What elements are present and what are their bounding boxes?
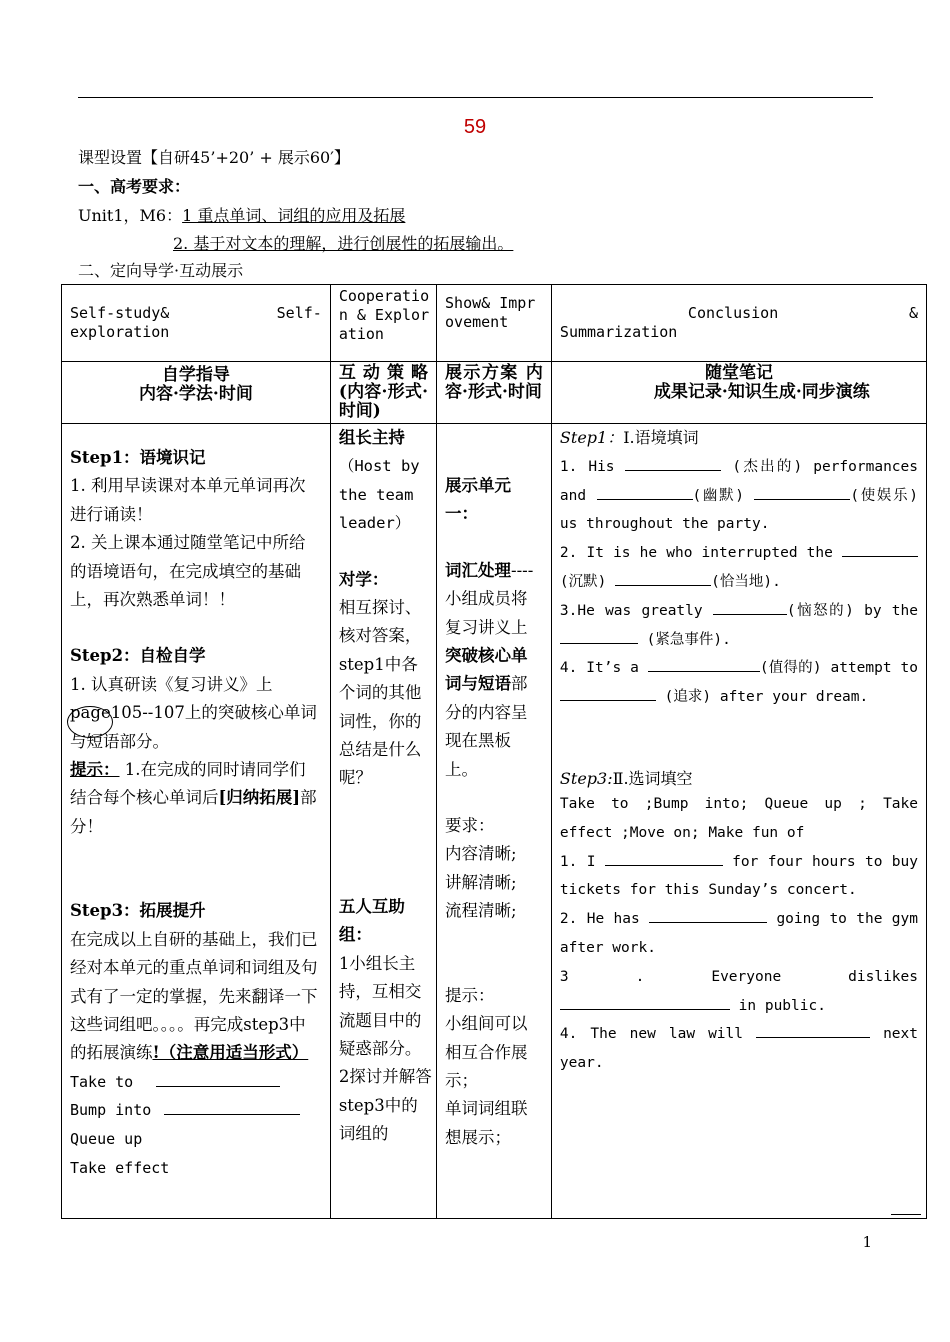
header-cn-notes: 随堂笔记 成果记录·知识生成·同步演练 [551,362,926,424]
step1-item-1: 1. 利用早读课对本单元单词再次进行诵读！ [70,476,306,524]
show-title: 展示单元一： [445,476,512,524]
fill-3: 3 . Everyone dislikes in public. [559,968,918,1014]
requirement-item: 内容清晰; [445,844,517,864]
table-edge-line [891,1214,921,1215]
word-options: Take to ;Bump into; Queue up ; Take effect ;Move on; Make fun of [559,795,918,841]
group-item-2: 2探讨并解答step3中的词组的 [338,1067,432,1144]
question-4: 4. It’s a (值得的) attempt to (追求) after your dream. [560,654,918,712]
table-header-en-row [62,285,927,362]
tip-title: 提示： [445,985,495,1005]
phrase-list [70,1068,322,1182]
question-3: 3.He was greatly (恼怒的) by the (紧急事件). [560,597,918,655]
course-setting: 课型设置【自研45’+20’ + 展示60′】 [78,148,350,167]
requirement-title: 要求： [445,816,495,836]
handwritten-circle-mark [67,706,113,738]
self-study-column [62,424,331,1219]
requirement-line-1 [78,203,405,226]
notes-step1-title: Step1：Ⅰ.语境填词 [559,428,699,447]
leader-en: （Host by the team leader） [338,457,420,533]
notes-column [551,424,926,1219]
group-title: 五人互助组： [338,896,405,945]
table-body-row [62,424,927,1219]
table-header-cn-row [62,362,927,424]
header-cn-guide: 自学指导 内容·学法·时间 [62,362,331,424]
step3-title: Step3：拓展提升 [70,901,206,921]
header-cooperation: Cooperation & Exploration [330,285,436,362]
phrase-item: Queue up [70,1129,143,1148]
fill-2: 2. He has going to the gym after work. [560,905,918,963]
fill-1: 1. I for four hours to buy tickets for this Sunday’s concert. [560,848,918,906]
header-cn-plan: 展示方案 内容·形式·时间 [437,362,552,424]
step3-text: 在完成以上自研的基础上，我们已经对本单元的重点单词和词组及句式有了一定的掌握，先来翻译一下这些词组吧。。。。再完成step3中的拓展演练!（注意用适当形式） [70,929,318,1063]
question-2: 2. It is he who interrupted the (沉默) (恰当地). [560,539,918,597]
footer-page-number: 1 [862,1233,872,1251]
study-table [61,284,927,1219]
cooperation-column [330,424,436,1219]
phrase-item: Take effect [70,1158,170,1177]
requirement-item: 流程清晰; [445,901,517,921]
hint-label: 提示： [70,760,120,780]
header-cn-strategy: 互动策略(内容·形式·时间) [330,362,436,424]
step1-item-2: 2. 关上课本通过随堂笔记中所给的语境语句，在完成填空的基础上，再次熟悉单词！！ [70,533,306,610]
header-rule [78,97,873,98]
step2-item-1: 1. 认真研读《复习讲义》上page105--107上的突破核心单词与短语部分。 [70,674,317,751]
phrase-item: Bump into [70,1096,322,1125]
show-column [437,424,552,1219]
requirement-1: 1 重点单词、词组的应用及拓展 [182,206,406,225]
page-number-top: 59 [463,116,487,138]
group-item-1: 1小组长主持，互相交流题目中的疑惑部分。 [338,953,422,1058]
tip-text: 小组间可以相互合作展示； [445,1014,528,1090]
section2-title: 二、定向导学·互动展示 [78,261,244,280]
pair-text: 相互探讨、核对答案，step1中各个词的其他词性，你的总结是什么呢？ [338,598,422,788]
header-show: Show& Improvement [437,285,552,362]
header-self-study: Self-study& Self- exploration [62,285,331,362]
requirement-prefix: Unit1，M6： [78,206,183,225]
step2-title: Step2：自检自学 [70,646,206,666]
notes-step3-title: Step3:Ⅱ.选词填空 [559,768,693,788]
phrase-item: Take to [70,1068,322,1097]
step1-title: Step1：语境识记 [70,448,206,467]
vocab-text: 词汇处理----小组成员将复习讲义上突破核心单词与短语部分的内容呈现在黑板上。 [445,560,534,779]
section1-title: 一、高考要求： [78,177,191,196]
header-conclusion: Conclusion & Summarization [551,285,926,362]
leader-title: 组长主持 [338,428,405,447]
pair-title: 对学： [338,569,389,589]
question-1: 1. His (杰出的) performances and (幽默) (使娱乐) us throughout the party. [560,453,918,539]
requirement-item: 讲解清晰; [445,872,517,892]
hint: 提示： 1.在完成的同时请同学们结合每个核心单词后[归纳拓展]部分！ [70,760,317,836]
fill-4: 4. The new law will next year. [560,1020,918,1078]
tip-text-2: 单词词组联想展示； [445,1099,528,1147]
requirement-2: 2. 基于对文本的理解，进行创展性的拓展输出。 [173,234,514,253]
